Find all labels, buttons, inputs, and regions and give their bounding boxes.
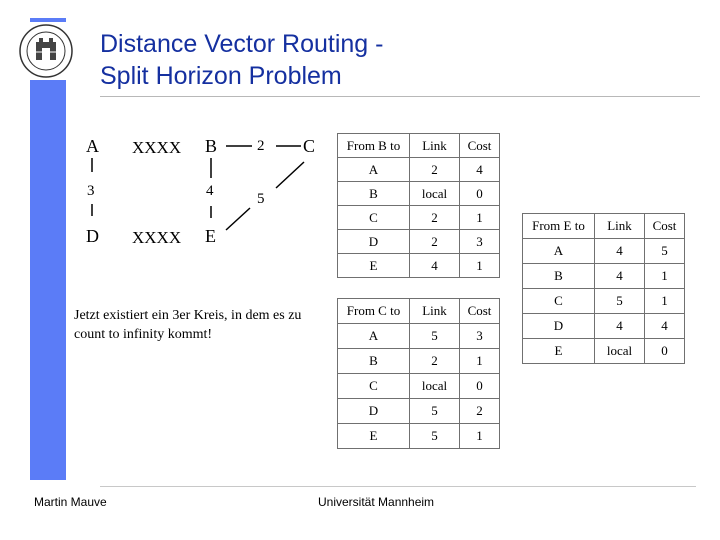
failed-link-top: XXXX bbox=[132, 138, 182, 157]
title-divider bbox=[100, 96, 700, 97]
table-cell: 4 bbox=[595, 314, 645, 339]
table-cell: 5 bbox=[410, 424, 460, 449]
table-cell: B bbox=[338, 182, 410, 206]
routing-table-from-b bbox=[337, 133, 500, 278]
table-cell: 5 bbox=[645, 239, 685, 264]
table-cell: 1 bbox=[645, 289, 685, 314]
table-cell: A bbox=[523, 239, 595, 264]
table-cell: D bbox=[338, 399, 410, 424]
table-row bbox=[338, 349, 500, 374]
table-cell: 0 bbox=[645, 339, 685, 364]
table-cell: A bbox=[338, 158, 410, 182]
table-cell: 2 bbox=[410, 349, 460, 374]
footer-divider bbox=[100, 486, 696, 487]
table-cell: 4 bbox=[410, 254, 460, 278]
table-cell: 4 bbox=[595, 239, 645, 264]
table-cell: 4 bbox=[460, 158, 500, 182]
sidebar-accent-bar bbox=[30, 18, 66, 480]
table-cell: C bbox=[338, 374, 410, 399]
table-cell: E bbox=[338, 424, 410, 449]
table-row bbox=[338, 158, 500, 182]
table-row bbox=[338, 374, 500, 399]
table-cell: 4 bbox=[645, 314, 685, 339]
title-line-2: Split Horizon Problem bbox=[100, 62, 342, 90]
failed-link-bottom: XXXX bbox=[132, 228, 182, 247]
node-d: D bbox=[86, 226, 99, 246]
table-row bbox=[338, 324, 500, 349]
table-cell: A bbox=[338, 324, 410, 349]
footer-author: Martin Mauve bbox=[34, 495, 107, 509]
cost-a-d: 3 bbox=[87, 183, 95, 199]
table-cell: 3 bbox=[460, 324, 500, 349]
node-e: E bbox=[205, 226, 216, 246]
table-cell: 2 bbox=[410, 206, 460, 230]
node-b: B bbox=[205, 136, 218, 156]
table-cell: C bbox=[523, 289, 595, 314]
header-cell: From E to bbox=[523, 214, 595, 239]
table-header-row bbox=[338, 134, 500, 158]
table-cell: B bbox=[338, 349, 410, 374]
table-row bbox=[523, 314, 685, 339]
table-cell: 4 bbox=[595, 264, 645, 289]
header-cell: From B to bbox=[338, 134, 410, 158]
cost-b-e: 4 bbox=[206, 183, 214, 199]
table-cell: 5 bbox=[410, 399, 460, 424]
university-seal-logo bbox=[18, 22, 74, 80]
table-row bbox=[523, 264, 685, 289]
table-cell: B bbox=[523, 264, 595, 289]
routing-table-from-c bbox=[337, 298, 500, 449]
table-cell: 3 bbox=[460, 230, 500, 254]
table-cell: C bbox=[338, 206, 410, 230]
table-row bbox=[523, 239, 685, 264]
table-header-row bbox=[523, 214, 685, 239]
table-row bbox=[338, 230, 500, 254]
table-header-row bbox=[338, 299, 500, 324]
table-cell: local bbox=[410, 374, 460, 399]
table-cell: 1 bbox=[460, 424, 500, 449]
table-row bbox=[338, 254, 500, 278]
table-cell: 0 bbox=[460, 182, 500, 206]
table-cell: E bbox=[523, 339, 595, 364]
table-row bbox=[338, 206, 500, 230]
table-cell: D bbox=[338, 230, 410, 254]
header-cell: Link bbox=[410, 134, 460, 158]
explanation-note: Jetzt existiert ein 3er Kreis, in dem es zu count to infinity kommt! bbox=[74, 308, 302, 342]
table-cell: local bbox=[410, 182, 460, 206]
node-c: C bbox=[303, 136, 316, 156]
table-cell: 2 bbox=[410, 158, 460, 182]
table-cell: 1 bbox=[460, 254, 500, 278]
routing-table-from-e bbox=[522, 213, 685, 364]
header-cell: Link bbox=[595, 214, 645, 239]
slide-title bbox=[100, 28, 383, 92]
table-row bbox=[338, 399, 500, 424]
table-cell: 5 bbox=[595, 289, 645, 314]
footer-institution: Universität Mannheim bbox=[318, 495, 435, 509]
cost-b-c: 2 bbox=[257, 138, 265, 154]
table-cell: 1 bbox=[460, 349, 500, 374]
table-row bbox=[338, 182, 500, 206]
header-cell: From C to bbox=[338, 299, 410, 324]
table-cell: D bbox=[523, 314, 595, 339]
header-cell: Cost bbox=[460, 299, 500, 324]
title-line-1: Distance Vector Routing - bbox=[100, 30, 384, 58]
table-cell: 2 bbox=[460, 399, 500, 424]
table-cell: 2 bbox=[410, 230, 460, 254]
table-cell: E bbox=[338, 254, 410, 278]
header-cell: Link bbox=[410, 299, 460, 324]
table-cell: 0 bbox=[460, 374, 500, 399]
table-row bbox=[523, 289, 685, 314]
header-cell: Cost bbox=[460, 134, 500, 158]
cost-c-e: 5 bbox=[257, 191, 265, 207]
table-cell: local bbox=[595, 339, 645, 364]
node-a: A bbox=[86, 136, 99, 156]
table-row bbox=[338, 424, 500, 449]
table-cell: 5 bbox=[410, 324, 460, 349]
header-cell: Cost bbox=[645, 214, 685, 239]
table-cell: 1 bbox=[645, 264, 685, 289]
table-cell: 1 bbox=[460, 206, 500, 230]
table-row bbox=[523, 339, 685, 364]
